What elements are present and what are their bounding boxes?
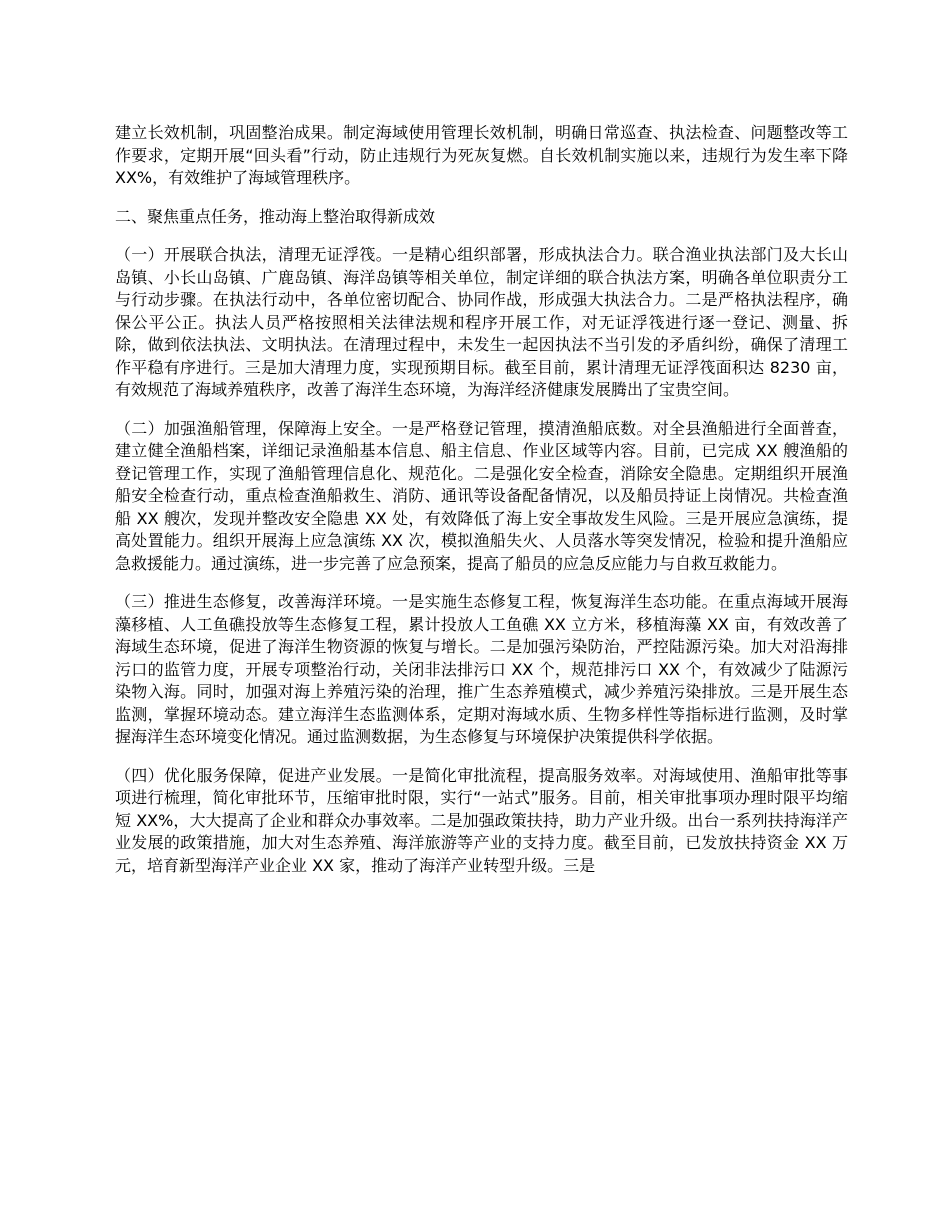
document-page	[115, 122, 848, 893]
section-heading-2: 二、聚焦重点任务，推动海上整治取得新成效	[115, 206, 436, 226]
paragraph-fishing-vessel-management: （二）加强渔船管理，保障海上安全。一是严格登记管理，摸清渔船底数。对全县渔船进行全面普查，建立健全渔船档案，详细记录渔船基本信息、船主信息、作业区域等内容。目前，已完成 XX 艘渔船的登记管理工作，实现了渔船管理信息化、规范化。二是强化安全检查，消除安全隐患。定期组织开展渔船安全检查行动，重点检查渔船救生、消防、通讯等设备配备情况，以及船员持证上岗情况。共检查渔船 XX 艘次，发现并整改安全隐患 XX 处，有效降低了海上安全事故发生风险。三是开展应急演练，提高处置能力。组织开展海上应急演练 XX 次，模拟渔船失火、人员落水等突发情况，检验和提升渔船应急救援能力。通过演练，进一步完善了应急预案，提高了船员的应急反应能力与自救互救能力。	[115, 418, 848, 573]
paragraph-ecological-restoration: （三）推进生态修复，改善海洋环境。一是实施生态修复工程，恢复海洋生态功能。在重点海域开展海藻移植、人工鱼礁投放等生态修复工程，累计投放人工鱼礁 XX 立方米，移植海藻 XX 亩，有效改善了海域生态环境，促进了海洋生物资源的恢复与增长。二是加强污染防治，严控陆源污染。加大对沿海排污口的监管力度，开展专项整治行动，关闭非法排污口 XX 个，规范排污口 XX 个，有效减少了陆源污染物入海。同时，加强对海上养殖污染的治理，推广生态养殖模式，减少养殖污染排放。三是开展生态监测，掌握环境动态。建立海洋生态监测体系，定期对海域水质、生物多样性等指标进行监测，及时掌握海洋生态环境变化情况。通过监测数据，为生态修复与环境保护决策提供科学依据。	[115, 592, 848, 746]
paragraph-service-guarantee: （四）优化服务保障，促进产业发展。一是简化审批流程，提高服务效率。对海域使用、渔船审批等事项进行梳理，简化审批环节，压缩审批时限，实行“一站式”服务。目前，相关审批事项办理时限平均缩短 XX%，大大提高了企业和群众办事效率。二是加强政策扶持，助力产业升级。出台一系列扶持海洋产业发展的政策措施，加大对生态养殖、海洋旅游等产业的支持力度。截至目前，已发放扶持资金 XX 万元，培育新型海洋产业企业 XX 家，推动了海洋产业转型升级。三是	[115, 765, 848, 875]
paragraph-long-term-mechanism: 建立长效机制，巩固整治成果。制定海域使用管理长效机制，明确日常巡查、执法检查、问题整改等工作要求，定期开展“回头看”行动，防止违规行为死灰复燃。自长效机制实施以来，违规行为发生率下降 XX%，有效维护了海域管理秩序。	[115, 123, 848, 187]
paragraph-joint-enforcement: （一）开展联合执法，清理无证浮筏。一是精心组织部署，形成执法合力。联合渔业执法部门及大长山岛镇、小长山岛镇、广鹿岛镇、海洋岛镇等相关单位，制定详细的联合执法方案，明确各单位职责分工与行动步骤。在执法行动中，各单位密切配合、协同作战，形成强大执法合力。二是严格执法程序，确保公平公正。执法人员严格按照相关法律法规和程序开展工作，对无证浮筏进行逐一登记、测量、拆除，做到依法执法、文明执法。在清理过程中，未发生一起因执法不当引发的矛盾纠纷，确保了清理工作平稳有序进行。三是加大清理力度，实现预期目标。截至目前，累计清理无证浮筏面积达 8230 亩，有效规范了海域养殖秩序，改善了海洋生态环境，为海洋经济健康发展腾出了宝贵空间。	[115, 245, 848, 399]
